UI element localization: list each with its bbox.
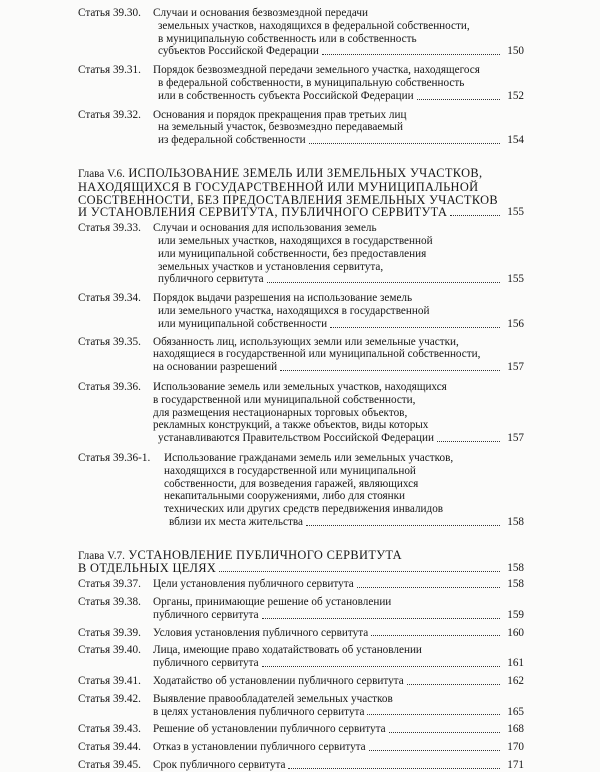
leader-dots <box>407 684 500 685</box>
entry-title-line: субъектов Российской Федерации <box>158 45 319 58</box>
leader-dots <box>288 768 500 769</box>
leader-dots <box>309 143 500 144</box>
entry-title-line: Использование земель или земельных участков, находящихся <box>153 380 447 393</box>
toc-entry-39-36-1[interactable] <box>78 452 524 529</box>
chapter-label: Глава V.6. <box>78 167 125 180</box>
entry-title-line: вблизи их места жительства <box>169 515 303 528</box>
page-number: 165 <box>507 705 524 718</box>
entry-title-line: Использование гражданами земель или земельных участков, <box>164 451 454 464</box>
toc-entry-39-40[interactable] <box>78 644 524 670</box>
page-number: 170 <box>507 741 524 754</box>
article-number: Статья 39.39. <box>78 626 141 639</box>
leader-dots <box>357 587 500 588</box>
page-number: 160 <box>507 626 524 639</box>
entry-title-line: в целях установления публичного сервитута <box>153 705 365 718</box>
article-number: Статья 39.37. <box>78 578 141 591</box>
page-number: 155 <box>507 206 524 219</box>
article-number: Статья 39.43. <box>78 723 141 736</box>
article-number: Статья 39.34. <box>78 292 141 305</box>
entry-title-line: публичного сервитута <box>153 657 259 670</box>
leader-dots <box>262 618 500 619</box>
entry-title-line: или муниципальной собственности, без предоставления <box>158 247 427 260</box>
entry-title-line: Лица, имеющие право ходатайствовать об установлении <box>153 644 422 657</box>
toc-entry-39-36[interactable] <box>78 381 524 445</box>
chapter-title-line: УСТАНОВЛЕНИЕ ПУБЛИЧНОГО СЕРВИТУТА <box>128 547 402 562</box>
entry-title-line: в федеральной собственности, в муниципальную собственность <box>158 76 465 89</box>
chapter-title-line: И УСТАНОВЛЕНИЯ СЕРВИТУТА, ПУБЛИЧНОГО СЕРВИТУТА <box>78 205 448 220</box>
page-number: 158 <box>507 562 524 575</box>
entry-title-line: или земельных участков, находящихся в государственной <box>158 234 433 247</box>
toc-entry-39-38[interactable] <box>78 596 524 622</box>
leader-dots <box>389 732 500 733</box>
article-number: Статья 39.35. <box>78 335 141 348</box>
page-number: 168 <box>507 723 524 736</box>
toc-entry-39-31[interactable] <box>78 64 524 102</box>
entry-title-line: Решение об установлении публичного сервитута <box>153 723 386 736</box>
entry-title-line: в государственной или муниципальной собственности, <box>153 393 416 406</box>
chapter-title-line: ИСПОЛЬЗОВАНИЕ ЗЕМЕЛЬ ИЛИ ЗЕМЕЛЬНЫХ УЧАСТКОВ, <box>128 165 483 180</box>
leader-dots <box>437 441 500 442</box>
entry-title-line: земельных участков, находящихся в федеральной собственности, <box>158 19 470 32</box>
entry-title-line: Органы, принимающие решение об установлении <box>153 596 392 609</box>
entry-title-line: некапитальными сооружениями, либо для стоянки <box>164 490 406 503</box>
article-number: Статья 39.40. <box>78 644 141 657</box>
entry-title-line: Срок публичного сервитута <box>153 759 286 772</box>
chapter-v6-heading[interactable] <box>78 167 524 219</box>
page-number: 158 <box>507 515 524 528</box>
entry-title-line: или муниципальной собственности <box>158 317 328 330</box>
entry-title-line: Выявление правообладателей земельных участков <box>153 692 393 705</box>
toc-entry-39-35[interactable] <box>78 336 524 374</box>
leader-dots <box>369 750 500 751</box>
entry-title-line: или земельного участка, находящихся в государственной <box>158 304 430 317</box>
toc-entry-39-32[interactable] <box>78 109 524 147</box>
entry-title-line: для размещения нестационарных торговых объектов, <box>153 406 408 419</box>
leader-dots <box>280 370 500 371</box>
leader-dots <box>371 635 500 636</box>
article-number: Статья 39.36-1. <box>78 451 151 464</box>
page-number: 161 <box>507 657 524 670</box>
leader-dots <box>417 99 500 100</box>
page-number: 154 <box>507 134 524 147</box>
entry-title-line: находящиеся в государственной или муниципальной собственности, <box>153 348 481 361</box>
chapter-label: Глава V.7. <box>78 549 125 562</box>
entry-title-line: рекламных конструкций, а также объектов, виды которых <box>153 419 429 432</box>
leader-dots <box>219 571 500 572</box>
chapter-title-line: СОБСТВЕННОСТИ, БЕЗ ПРЕДОСТАВЛЕНИЯ ЗЕМЕЛЬНЫХ УЧАСТКОВ <box>78 192 499 207</box>
entry-title-line: технических или других средств передвижения инвалидов <box>164 503 444 516</box>
toc-entry-39-43[interactable] <box>78 723 524 736</box>
article-number: Статья 39.32. <box>78 108 141 121</box>
entry-title-line: Условия установления публичного сервитута <box>153 626 369 639</box>
leader-dots <box>267 282 500 283</box>
entry-title-line: устанавливаются Правительством Российской Федерации <box>158 432 434 445</box>
toc-entry-39-45[interactable] <box>78 759 524 772</box>
leader-dots <box>450 215 500 216</box>
page-number: 162 <box>507 675 524 688</box>
page-number: 157 <box>507 361 524 374</box>
table-of-contents <box>78 0 524 772</box>
entry-title-line: из федеральной собственности <box>158 134 306 147</box>
entry-title-line: собственности, для возведения гаражей, являющихся <box>164 477 419 490</box>
article-number: Статья 39.36. <box>78 380 141 393</box>
leader-dots <box>330 327 500 328</box>
chapter-title-line: НАХОДЯЩИХСЯ В ГОСУДАРСТВЕННОЙ ИЛИ МУНИЦИПАЛЬНОЙ <box>78 179 479 194</box>
toc-entry-39-30[interactable] <box>78 7 524 58</box>
entry-title-line: Цели установления публичного сервитута <box>153 578 354 591</box>
leader-dots <box>367 714 500 715</box>
chapter-v7-heading[interactable] <box>78 549 524 576</box>
toc-entry-39-42[interactable] <box>78 693 524 719</box>
article-number: Статья 39.30. <box>78 7 141 19</box>
entry-title-line: Порядок выдачи разрешения на использование земель <box>153 292 413 305</box>
toc-entry-39-33[interactable] <box>78 222 524 286</box>
leader-dots <box>306 525 500 526</box>
leader-dots <box>262 666 500 667</box>
page-number: 150 <box>507 45 524 58</box>
article-number: Статья 39.41. <box>78 675 141 688</box>
entry-title-line: на основании разрешений <box>153 361 278 374</box>
page-number: 157 <box>507 432 524 445</box>
entry-title-line: в муниципальную собственность или в собственность <box>158 32 417 45</box>
toc-entry-39-34[interactable] <box>78 292 524 330</box>
entry-title-line: Порядок безвозмездной передачи земельного участка, находящегося <box>153 64 480 77</box>
entry-title-line: на земельный участок, безвозмездно передаваемый <box>158 121 403 134</box>
page-number: 159 <box>507 608 524 621</box>
page-number: 155 <box>507 273 524 286</box>
entry-title-line: Случаи и основания безвозмездной передачи <box>153 7 369 19</box>
chapter-title-line: В ОТДЕЛЬНЫХ ЦЕЛЯХ <box>78 561 217 576</box>
toc-entry-39-44[interactable] <box>78 741 524 754</box>
article-number: Статья 39.45. <box>78 759 141 772</box>
entry-title-line: Ходатайство об установлении публичного сервитута <box>153 675 404 688</box>
entry-title-line: земельных участков и установления сервитута, <box>158 260 384 273</box>
page-number: 156 <box>507 317 524 330</box>
entry-title-line: Обязанность лиц, использующих земли или земельные участки, <box>153 335 459 348</box>
page-number: 158 <box>507 578 524 591</box>
entry-title-line: Отказ в установлении публичного сервитута <box>153 741 366 754</box>
entry-title-line: Случаи и основания для использования земель <box>153 222 377 235</box>
page-number: 171 <box>507 759 524 772</box>
page-number: 152 <box>507 89 524 102</box>
article-number: Статья 39.33. <box>78 222 141 235</box>
entry-title-line: Основания и порядок прекращения прав третьих лиц <box>153 108 407 121</box>
toc-entry-39-41[interactable] <box>78 675 524 688</box>
article-number: Статья 39.31. <box>78 64 141 77</box>
leader-dots <box>322 54 500 55</box>
article-number: Статья 39.38. <box>78 596 141 609</box>
article-number: Статья 39.42. <box>78 692 141 705</box>
entry-title-line: публичного сервитута <box>158 273 264 286</box>
toc-entry-39-37[interactable] <box>78 578 524 591</box>
article-number: Статья 39.44. <box>78 741 141 754</box>
toc-entry-39-39[interactable] <box>78 627 524 640</box>
entry-title-line: или в собственность субъекта Российской Федерации <box>158 89 414 102</box>
entry-title-line: публичного сервитута <box>153 608 259 621</box>
entry-title-line: находящихся в государственной или муниципальной <box>164 464 416 477</box>
